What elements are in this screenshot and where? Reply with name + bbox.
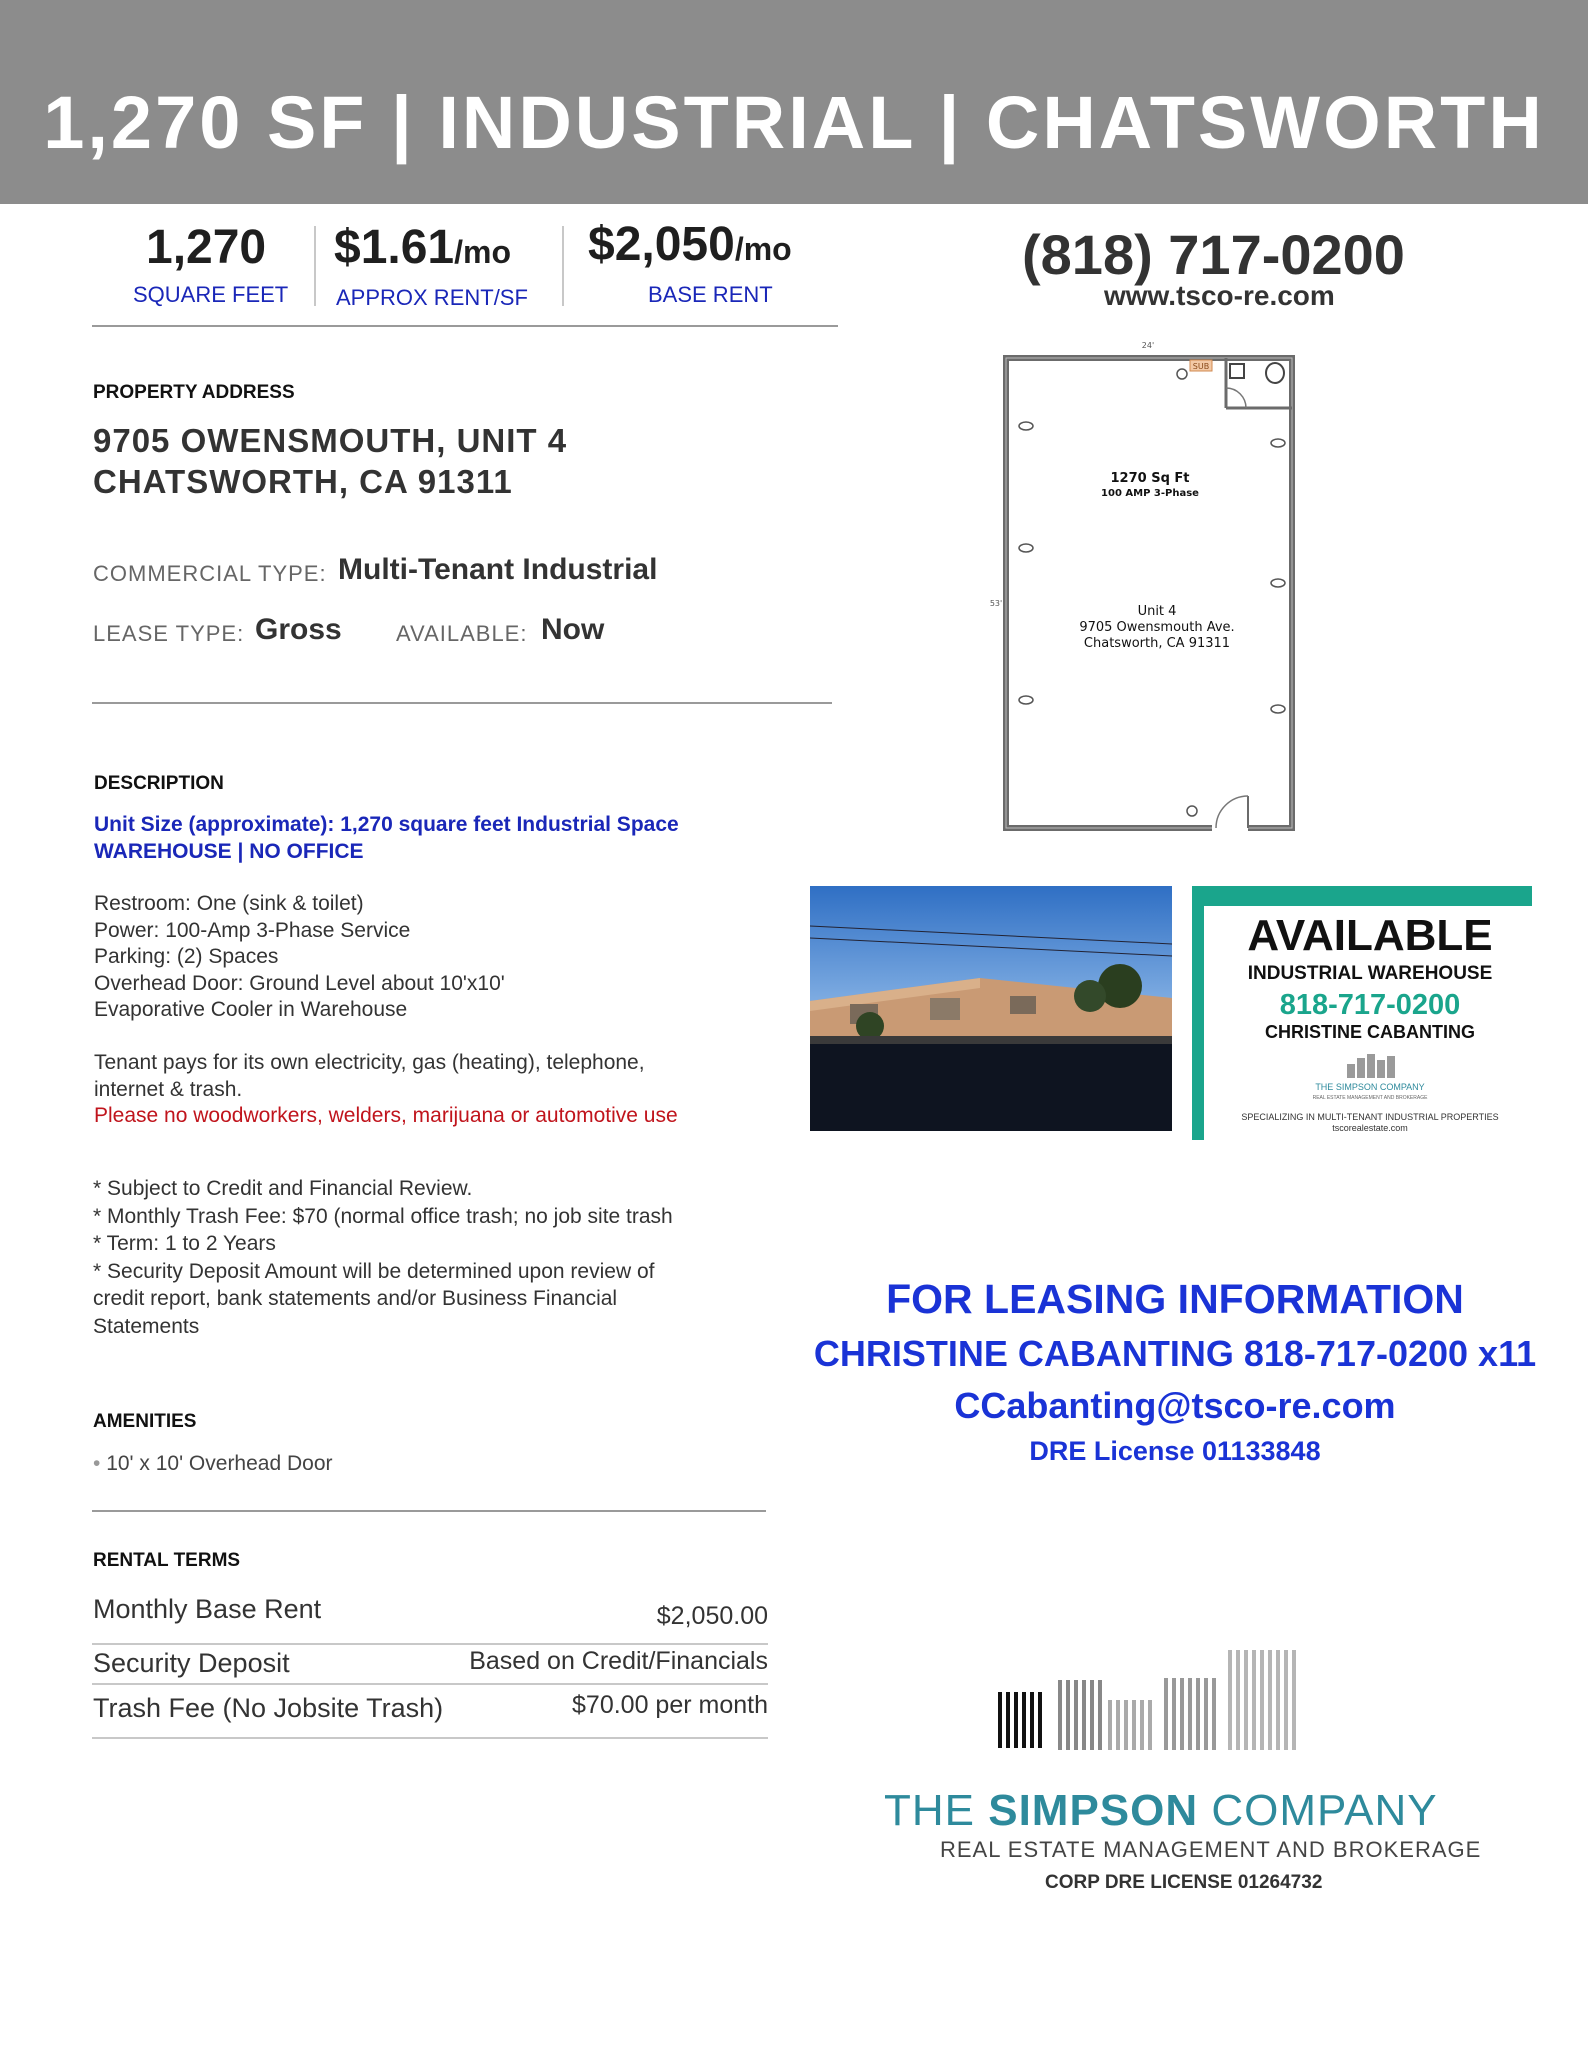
lease-type-label: LEASE TYPE: <box>93 621 245 646</box>
trash-row-value: $70.00 per month <box>572 1691 768 1719</box>
note-item: * Term: 1 to 2 Years <box>93 1232 276 1255</box>
amenity-item: • 10' x 10' Overhead Door <box>93 1452 333 1475</box>
note-item: * Subject to Credit and Financial Review. <box>93 1177 473 1200</box>
trash-row-label: Trash Fee (No Jobsite Trash) <box>93 1693 444 1723</box>
leasing-license: DRE License 01133848 <box>1029 1436 1321 1466</box>
address-line-2: CHATSWORTH, CA 91311 <box>93 463 513 500</box>
amenities-heading: AMENITIES <box>93 1411 197 1432</box>
available-sign <box>1192 886 1532 1140</box>
deposit-row-value: Based on Credit/Financials <box>469 1647 768 1675</box>
sqft-value: 1,270 <box>146 221 267 274</box>
corp-license: CORP DRE LICENSE 01264732 <box>1045 1872 1323 1893</box>
company-logo-tagline: REAL ESTATE MANAGEMENT AND BROKERAGE <box>940 1837 1482 1862</box>
property-address-heading: PROPERTY ADDRESS <box>93 382 295 403</box>
note-item: Statements <box>93 1314 200 1338</box>
use-restriction: Please no woodworkers, welders, marijuana or automotive use <box>94 1104 678 1127</box>
deposit-row-label: Security Deposit <box>93 1648 290 1678</box>
logo-building <box>1166 1678 1214 1750</box>
sign-name: CHRISTINE CABANTING <box>1265 1022 1475 1042</box>
available-label: AVAILABLE: <box>396 621 528 646</box>
logo-building <box>1110 1700 1150 1750</box>
unit-label: Unit 4 <box>1137 604 1177 619</box>
logo-building <box>1060 1680 1100 1750</box>
note-item: * Security Deposit Amount will be determined upon review of <box>93 1259 655 1283</box>
description-heading: DESCRIPTION <box>94 773 224 794</box>
feature-item: Power: 100-Amp 3-Phase Service <box>94 918 411 942</box>
sign-available: AVAILABLE <box>1247 911 1493 960</box>
commercial-type-value: Multi-Tenant Industrial <box>338 553 658 586</box>
rent-row-label: Monthly Base Rent <box>93 1594 322 1624</box>
feature-item: Restroom: One (sink & toilet) <box>94 892 364 915</box>
features-list <box>94 891 505 1024</box>
contact-phone[interactable]: (818) 717-0200 <box>1022 223 1405 286</box>
feature-item: Evaporative Cooler in Warehouse <box>94 998 408 1021</box>
city-label: Chatsworth, CA 91311 <box>1083 636 1231 651</box>
divider <box>92 325 838 327</box>
property-address <box>93 420 567 502</box>
floor-plan <box>990 336 1302 836</box>
tenant-pays-line: Tenant pays for its own electricity, gas (heating), telephone, <box>94 1051 645 1074</box>
street-label: 9705 Owensmouth Ave. <box>1079 620 1235 635</box>
commercial-type-label: COMMERCIAL TYPE: <box>93 561 327 586</box>
stat-divider <box>314 226 316 306</box>
base-rent-label: BASE RENT <box>648 282 773 307</box>
logo-building <box>995 1690 1055 1750</box>
power-label: 100 AMP 3-Phase <box>1101 488 1199 499</box>
company-logo-name: THE SIMPSON COMPANY <box>884 1786 1438 1835</box>
note-item: credit report, bank statements and/or Business Financial <box>93 1287 618 1310</box>
row-divider <box>92 1737 768 1739</box>
feature-item: Overhead Door: Ground Level about 10'x10' <box>94 971 505 995</box>
available-value: Now <box>541 613 605 646</box>
description-summary <box>94 812 679 865</box>
building-photo <box>810 886 1172 1131</box>
leasing-heading: FOR LEASING INFORMATION <box>886 1276 1464 1322</box>
row-divider <box>92 1643 768 1645</box>
base-rent-value: $2,050/mo <box>588 218 792 271</box>
company-logo-mark <box>990 1640 1400 1760</box>
tenant-responsibilities <box>94 1050 678 1130</box>
sign-company: THE SIMPSON COMPANY <box>1315 1082 1425 1092</box>
notes-list <box>93 1175 673 1340</box>
website-link[interactable]: www.tsco-re.com <box>1104 280 1335 311</box>
sign-company-sub: REAL ESTATE MANAGEMENT AND BROKERAGE <box>1312 1095 1428 1101</box>
side-dimension: 53' <box>990 599 1003 608</box>
tenant-pays-line: internet & trash. <box>94 1077 243 1101</box>
row-divider <box>92 1683 768 1685</box>
leasing-contact[interactable]: CHRISTINE CABANTING 818-717-0200 x11 <box>813 1333 1537 1374</box>
divider <box>92 1510 766 1512</box>
rent-sf-value: $1.61/mo <box>334 221 512 274</box>
top-dimension: 24' <box>1141 341 1155 350</box>
stat-divider <box>562 226 564 306</box>
rental-terms-heading: RENTAL TERMS <box>93 1550 241 1571</box>
sign-phone: 818-717-0200 <box>1279 989 1461 1021</box>
area-label: 1270 Sq Ft <box>1110 471 1190 486</box>
sub-label: SUB <box>1192 362 1210 371</box>
sqft-label: SQUARE FEET <box>133 282 289 307</box>
feature-item: Parking: (2) Spaces <box>94 945 279 968</box>
divider <box>92 702 832 704</box>
leasing-email[interactable]: CCabanting@tsco-re.com <box>954 1385 1396 1426</box>
rent-row-value: $2,050.00 <box>656 1602 768 1630</box>
note-item: * Monthly Trash Fee: $70 (normal office trash; no job site trash <box>93 1204 673 1228</box>
sign-site: tscorealestate.com <box>1332 1123 1408 1133</box>
logo-building <box>1230 1650 1294 1750</box>
unit-size-line: Unit Size (approximate): 1,270 square feet Industrial Space <box>94 813 679 836</box>
office-line: WAREHOUSE | NO OFFICE <box>94 839 364 863</box>
sign-specializing: SPECIALIZING IN MULTI-TENANT INDUSTRIAL PROPERTIES <box>1241 1112 1499 1122</box>
page-title: 1,270 SF | INDUSTRIAL | CHATSWORTH <box>43 81 1545 164</box>
sign-type: INDUSTRIAL WAREHOUSE <box>1247 963 1493 984</box>
address-line-1: 9705 OWENSMOUTH, UNIT 4 <box>93 422 568 459</box>
lease-type-value: Gross <box>255 613 342 646</box>
rent-sf-label: APPROX RENT/SF <box>336 285 528 310</box>
